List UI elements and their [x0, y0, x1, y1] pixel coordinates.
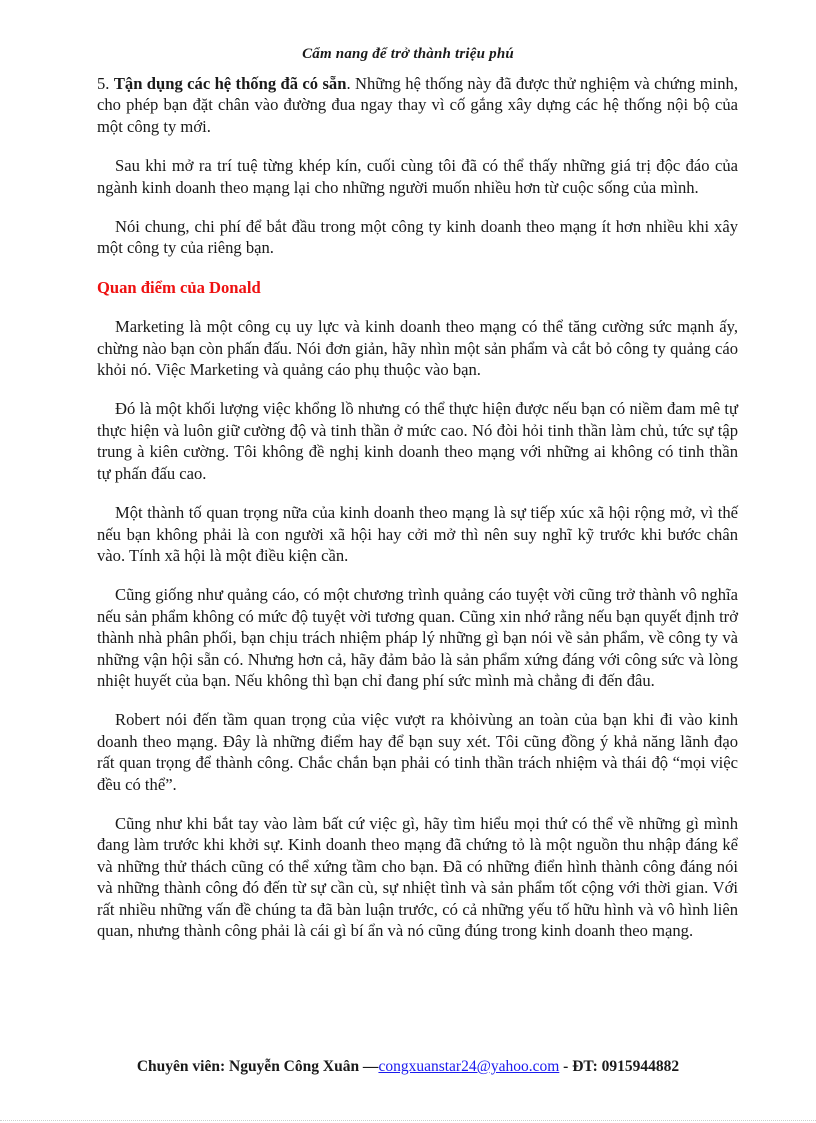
- paragraph-3: Marketing là một công cụ uy lực và kinh doanh theo mạng có thể tăng cường sức mạnh ấy, chừng nào bạn còn phấn đấu. Nói đơn giản, hãy nhìn một sản phẩm và cắt bỏ công ty quảng cáo khỏi nó. Việc Marketing và quảng cáo phụ thuộc vào bạn.: [97, 317, 738, 380]
- footer-email-link[interactable]: congxuanstar24@yahoo.com: [378, 1058, 560, 1075]
- running-header: Cẩm nang để trở thành triệu phú: [302, 46, 514, 62]
- paragraph-8: Cũng như khi bắt tay vào làm bất cứ việc gì, hãy tìm hiểu mọi thứ có thể về những gì mình đang làm trước khi khởi sự. Kinh doanh theo mạng đã chứng tỏ là một nguồn thu nhập đáng kể và những thử thách cũng có thể xứng tầm cho bạn. Đã có những điển hình thành công đáng nói và những thành công đó đến từ sự cần cù, sự nhiệt tình và sản phẩm tốt cộng với thời gian. Với rất nhiều những vấn đề chúng ta đã bàn luận trước, có cả những yếu tố hữu hình và vô hình liên quan, nhưng thành công phải là cái gì bí ẩn và nó cũng đúng trong kinh doanh theo mạng.: [97, 813, 738, 940]
- paragraph-5: Một thành tố quan trọng nữa của kinh doanh theo mạng là sự tiếp xúc xã hội rộng mở, vì thế nếu bạn không phải là con người xã hội hay cởi mở thì nên suy nghĩ kỹ trước khi bước chân vào. Tính xã hội là một điều kiện cần.: [97, 503, 738, 565]
- body-text: [97, 73, 738, 959]
- list-item-5: [97, 73, 738, 137]
- paragraph-6: Cũng giống như quảng cáo, có một chương trình quảng cáo tuyệt vời cũng trở thành vô nghĩa nếu sản phẩm không có mức độ tuyệt vời tương quan. Cũng xin nhớ rằng nếu bạn quyết định trở thành nhà phân phối, bạn chịu trách nhiệm pháp lý những gì bạn nói về sản phẩm, về công ty và những vận hội sẵn có. Nhưng hơn cả, hãy đảm bảo là sản phẩm xứng đáng với công sức và lòng nhiệt huyết của bạn. Nếu không thì bạn chỉ đang phí sức mình mà chẳng đi đến đâu.: [97, 585, 738, 690]
- list-number: 5.: [97, 74, 114, 93]
- paragraph-1: Sau khi mở ra trí tuệ từng khép kín, cuối cùng tôi đã có thể thấy những giá trị độc đáo của ngành kinh doanh theo mạng lại cho những người muốn nhiều hơn từ cuộc sống của mình.: [97, 156, 738, 197]
- list-item-5-bold: Tận dụng các hệ thống đã có sẵn: [113, 74, 347, 93]
- list-item-5-text: . Những hệ thống này đã được thử nghiệm và chứng minh, cho phép bạn đặt chân vào đường đua ngay thay vì cố gắng xây dựng các hệ thống nội bộ của một công ty mới.: [97, 74, 738, 136]
- footer-author: Chuyên viên: Nguyễn Công Xuân —: [136, 1058, 379, 1075]
- paragraph-7: Robert nói đến tầm quan trọng của việc vượt ra khỏivùng an toàn của bạn khi đi vào kinh doanh theo mạng. Đây là những điểm hay để bạn suy xét. Tôi cũng đồng ý khả năng lãnh đạo rất quan trọng để thành công. Chắc chắn bạn phải có tinh thần trách nhiệm và thái độ “mọi việc đều có thể”.: [97, 710, 738, 794]
- paragraph-2: Nói chung, chi phí để bắt đầu trong một công ty kinh doanh theo mạng ít hơn nhiều khi xây một công ty của riêng bạn.: [97, 217, 738, 258]
- section-heading: Quan điểm của Donald: [97, 277, 261, 297]
- page-footer: [0, 1058, 816, 1076]
- page-bottom-divider: [0, 1120, 816, 1121]
- paragraph-4: Đó là một khối lượng việc khổng lồ nhưng có thể thực hiện được nếu bạn có niềm đam mê tự thực hiện và luôn giữ cường độ và tinh thần ở mức cao. Nó đòi hỏi tinh thần làm chủ, tức sự tập trung à kiên cường. Tôi không đề nghị kinh doanh theo mạng với những ai không có tinh thần tự phấn đấu cao.: [97, 399, 738, 483]
- footer-phone: - ĐT: 0915944882: [559, 1058, 680, 1075]
